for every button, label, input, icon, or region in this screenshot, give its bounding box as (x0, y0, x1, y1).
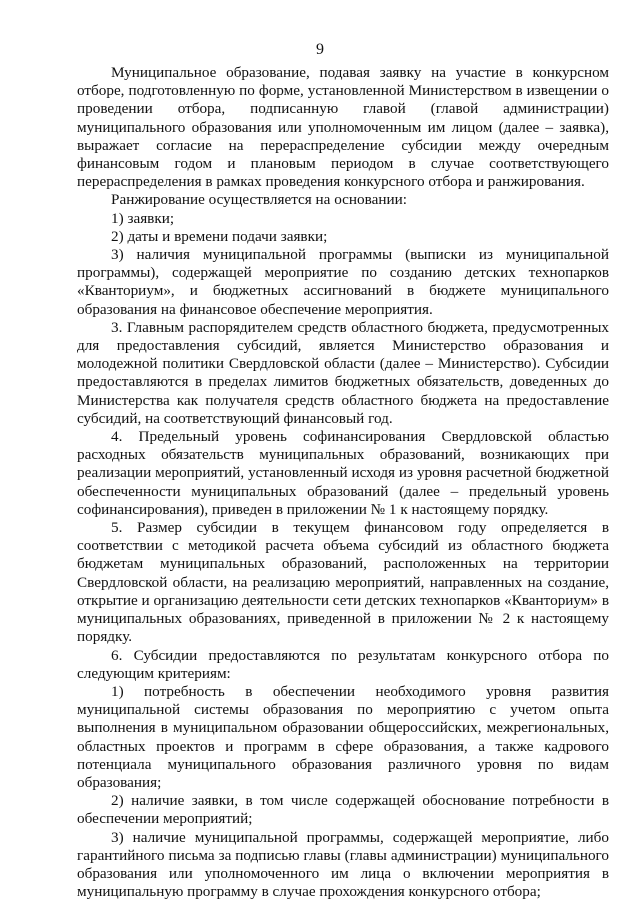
criterion-3-program: 3) наличие муниципальной программы, содержащей мероприятие, либо гарантийного письма за подписью главы (главы администрации) муниципального образования или уполномоченного им лица о включении мероприятия в муниципальную программу в случае прохождения конкурсного отбора; (77, 828, 609, 901)
page-number: 9 (316, 41, 324, 58)
paragraph-ranking-basis: Ранжирование осуществляется на основании: (111, 191, 407, 209)
paragraph-application-consent: Муниципальное образование, подавая заявку на участие в конкурсном отборе, подготовленную по форме, установленной Министерством в извещении о проведении отбора, подписанную главой (главой администрации) муниципального образования или уполномоченным им лицом (далее – заявка), выражает согласие на перераспределение субсидии между очередным финансовым годом и плановым периодом в случае соответствующего перераспределения в рамках проведения конкурсного отбора и ранжирования. (77, 64, 609, 191)
paragraph-6-criteria: 6. Субсидии предоставляются по результатам конкурсного отбора по следующим критериям: (77, 646, 609, 682)
criterion-1-need: 1) потребность в обеспечении необходимого уровня развития муниципальной системы образования по мероприятию с учетом опыта выполнения в муниципальном образовании общероссийских, межрегиональных, областных проектов и программ в сфере образования, а также кадрового потенциала муниципального образования различного уровня по видам образования; (77, 682, 609, 791)
criterion-2-application: 2) наличие заявки, в том числе содержащей обоснование потребности в обеспечении мероприятий; (77, 792, 609, 828)
list-item-submission-date: 2) даты и времени подачи заявки; (111, 227, 328, 245)
paragraph-4-cofinancing-level: 4. Предельный уровень софинансирования Свердловской областью расходных обязательств муниципальных образований, возникающих при реализации мероприятий, установленный исходя из уровня расчетной бюджетной обеспеченности муниципальных образований (далее – предельный уровень софинансирования), приведен в приложении № 1 к настоящему порядку. (77, 428, 609, 518)
paragraph-5-subsidy-size: 5. Размер субсидии в текущем финансовом году определяется в соответствии с методикой расчета объема субсидий из областного бюджета бюджетам муниципальных образований, расположенных на территории Свердловской области, на реализацию мероприятий, направленных на создание, открытие и организацию деятельности сети детских технопарков «Кванториум» в муниципальных образованиях, приведенной в приложении № 2 к настоящему порядку. (77, 519, 609, 646)
list-item-application: 1) заявки; (111, 209, 175, 227)
paragraph-3-budget-manager: 3. Главным распорядителем средств областного бюджета, предусмотренных для предоставления субсидий, является Министерство образования и молодежной политики Свердловской области (далее – Министерство). Субсидии предоставляются в пределах лимитов бюджетных обязательств, доведенных до Министерства как получателя средств областного бюджета на предоставление субсидий, на соответствующий финансовый год. (77, 318, 609, 427)
list-item-municipal-program: 3) наличия муниципальной программы (выписки из муниципальной программы), содержащей мероприятие по созданию детских технопарков «Кванториум», и бюджетных ассигнований в бюджете муниципального образования на финансовое обеспечение мероприятия. (77, 246, 609, 318)
document-body (77, 64, 609, 901)
